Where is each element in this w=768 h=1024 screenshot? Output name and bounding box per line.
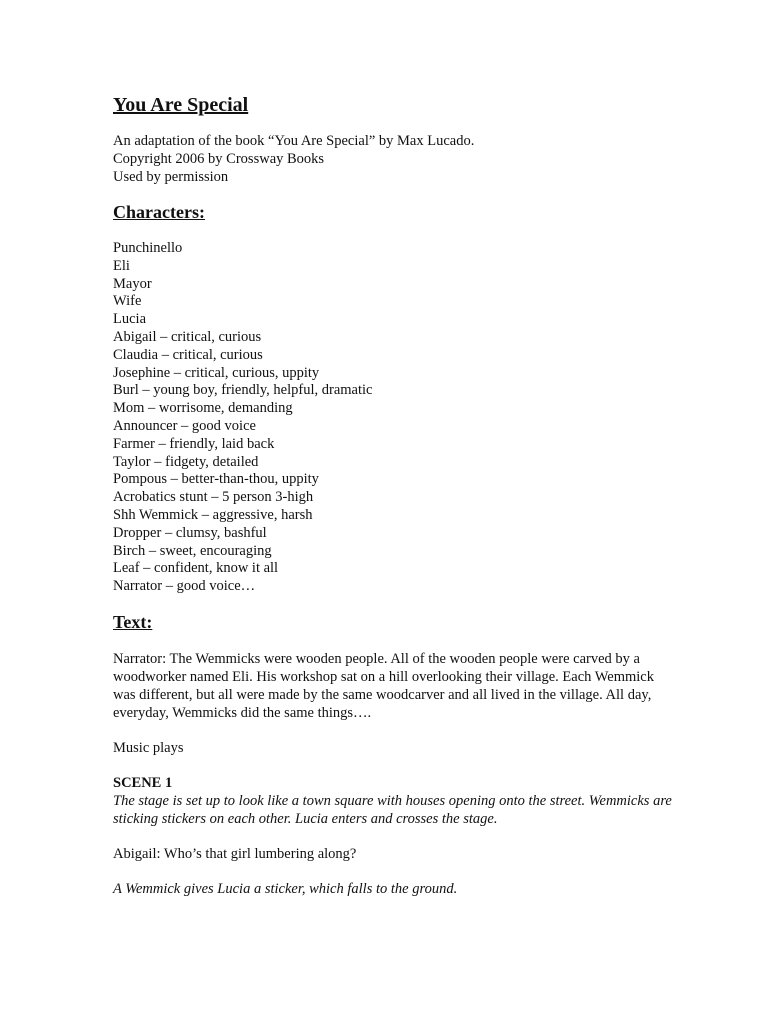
document-page xyxy=(113,93,673,915)
character-entry: Mayor xyxy=(113,275,152,292)
text-heading: Text: xyxy=(113,611,153,632)
character-entry: Eli xyxy=(113,257,130,274)
stage-direction: The stage is set up to look like a town square with houses opening onto the street. Wemmicks are sticking stickers on each other. Lucia enters and crosses the stage. xyxy=(113,792,672,827)
scene-label: SCENE 1 xyxy=(113,774,173,791)
attribution-block xyxy=(113,132,673,186)
character-entry: Birch – sweet, encouraging xyxy=(113,542,272,559)
character-entry: Shh Wemmick – aggressive, harsh xyxy=(113,506,313,523)
character-entry: Punchinello xyxy=(113,240,183,256)
character-entry: Claudia – critical, curious xyxy=(113,346,263,363)
characters-heading: Characters: xyxy=(113,202,205,222)
character-entry: Mom – worrisome, demanding xyxy=(113,400,293,417)
dialog-line: Abigail: Who’s that girl lumbering along? xyxy=(113,845,357,862)
permission-line: Used by permission xyxy=(113,169,229,185)
character-entry: Lucia xyxy=(113,311,147,328)
character-entry: Pompous – better-than-thou, uppity xyxy=(113,471,319,488)
character-entry: Narrator – good voice… xyxy=(113,578,256,595)
character-entry: Josephine – critical, curious, uppity xyxy=(113,364,320,381)
character-entry: Burl – young boy, friendly, helpful, dramatic xyxy=(113,382,373,399)
copyright-line: Copyright 2006 by Crossway Books xyxy=(113,151,325,167)
character-entry: Dropper – clumsy, bashful xyxy=(113,524,267,541)
character-entry: Leaf – confident, know it all xyxy=(113,560,279,577)
character-entry: Farmer – friendly, laid back xyxy=(113,435,275,452)
character-entry: Abigail – critical, curious xyxy=(113,328,262,345)
characters-list xyxy=(113,240,673,596)
character-entry: Wife xyxy=(113,293,142,310)
stage-direction: A Wemmick gives Lucia a sticker, which falls to the ground. xyxy=(113,880,458,897)
narration-paragraph: Narrator: The Wemmicks were wooden people. All of the wooden people were carved by a woodworker named Eli. His workshop sat on a hill overlooking their village. Each Wemmick was different, but all were made by the same woodcarver and all lived in the village. All day, everyday, Wemmicks did the same things…. xyxy=(113,650,654,721)
adaptation-line: An adaptation of the book “You Are Special” by Max Lucado. xyxy=(113,133,475,149)
character-entry: Announcer – good voice xyxy=(113,417,256,434)
music-cue: Music plays xyxy=(113,739,184,756)
character-entry: Acrobatics stunt – 5 person 3-high xyxy=(113,489,314,506)
document-title: You Are Special xyxy=(113,94,249,116)
character-entry: Taylor – fidgety, detailed xyxy=(113,453,259,470)
